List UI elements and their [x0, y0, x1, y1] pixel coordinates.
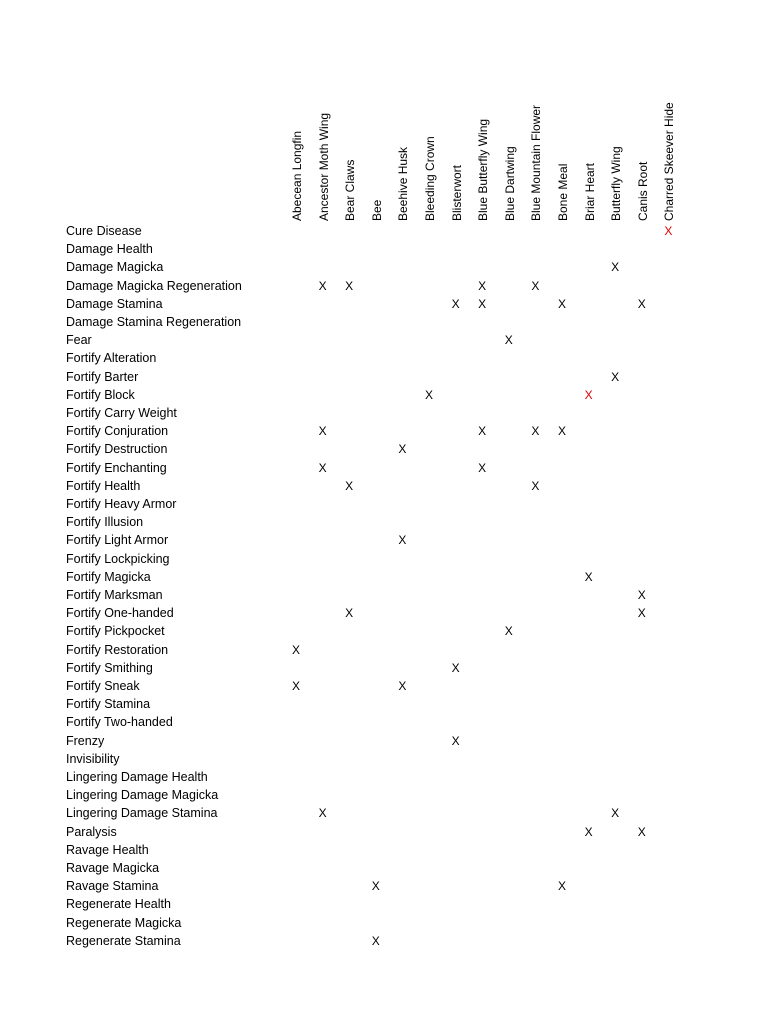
column-header: Ancestor Moth Wing	[316, 112, 331, 221]
row-label: Lingering Damage Stamina	[66, 806, 218, 821]
row-label: Fortify Health	[66, 478, 141, 493]
row-label: Regenerate Stamina	[66, 933, 181, 948]
row-label: Fortify Conjuration	[66, 424, 169, 439]
row-label: Fortify Lockpicking	[66, 551, 170, 566]
row-label: Fortify Restoration	[66, 642, 169, 657]
column-header: Charred Skeever Hide	[662, 102, 677, 221]
row-label: Paralysis	[66, 824, 117, 839]
row-label: Regenerate Magicka	[66, 915, 182, 930]
x-mark: X	[398, 442, 407, 457]
row-label: Damage Health	[66, 242, 153, 257]
x-mark: X	[504, 624, 513, 639]
row-label: Regenerate Health	[66, 897, 171, 912]
x-mark: X	[611, 806, 620, 821]
x-mark: X	[531, 424, 540, 439]
x-mark: X	[345, 606, 354, 621]
column-header: Canis Root	[635, 161, 650, 221]
row-label: Fortify Two-handed	[66, 715, 173, 730]
x-mark: X	[371, 879, 380, 894]
x-mark: X	[371, 933, 380, 948]
row-label: Fortify Sneak	[66, 679, 140, 693]
x-mark: X	[478, 424, 487, 439]
row-label: Damage Magicka Regeneration	[66, 278, 242, 293]
row-label: Lingering Damage Health	[66, 770, 208, 784]
x-mark: X	[611, 369, 620, 384]
row-label: Fortify One-handed	[66, 606, 174, 621]
x-mark: X	[318, 460, 327, 475]
row-label: Fortify Marksman	[66, 588, 163, 602]
row-label: Fortify Pickpocket	[66, 624, 165, 639]
x-mark: X	[318, 806, 327, 821]
row-label: Invisibility	[66, 751, 120, 766]
column-header: Bleeding Crown	[423, 136, 437, 221]
x-mark: X	[345, 278, 354, 293]
row-label: Ravage Stamina	[66, 879, 159, 894]
column-header: Briar Heart	[582, 162, 597, 221]
row-label: Ravage Magicka	[66, 861, 160, 875]
x-mark: X	[478, 460, 487, 475]
x-mark: X	[531, 278, 540, 293]
x-mark: X	[345, 478, 354, 493]
x-mark: X	[398, 679, 407, 693]
x-mark: X	[318, 278, 327, 293]
x-mark: X	[424, 387, 433, 402]
x-mark: X	[557, 879, 566, 894]
x-mark: X	[557, 424, 566, 439]
row-label: Frenzy	[66, 733, 105, 748]
row-label: Damage Magicka	[66, 260, 164, 275]
row-label: Damage Stamina Regeneration	[66, 315, 242, 329]
row-label: Lingering Damage Magicka	[66, 788, 219, 803]
x-mark: X	[611, 260, 620, 275]
row-label: Fortify Block	[66, 387, 135, 402]
x-mark: X	[504, 333, 513, 348]
x-mark: X	[478, 296, 487, 311]
row-label: Fortify Carry Weight	[66, 406, 177, 420]
x-mark: X	[398, 533, 407, 548]
x-mark: X	[451, 733, 460, 748]
column-header: Blue Mountain Flower	[529, 104, 544, 221]
column-header: Blue Butterfly Wing	[476, 118, 491, 221]
row-label: Fear	[66, 333, 92, 348]
x-mark: X	[557, 296, 566, 311]
x-mark: X	[584, 824, 593, 839]
column-header: Bee	[369, 199, 384, 221]
row-label: Fortify Illusion	[66, 515, 144, 530]
x-mark: X	[478, 278, 487, 293]
x-mark: X	[318, 424, 327, 439]
row-label: Fortify Heavy Armor	[66, 497, 177, 511]
row-label: Cure Disease	[66, 224, 142, 238]
x-mark: X	[637, 824, 646, 839]
row-label: Fortify Barter	[66, 369, 139, 384]
column-header: Blisterwort	[449, 164, 464, 221]
x-mark: X	[637, 606, 646, 621]
row-label: Fortify Smithing	[66, 660, 153, 675]
x-mark: X	[291, 679, 300, 693]
column-header: Beehive Husk	[396, 146, 411, 221]
x-mark: X	[451, 296, 460, 311]
x-mark: X	[637, 588, 646, 602]
row-label: Damage Stamina	[66, 296, 163, 311]
row-label: Fortify Light Armor	[66, 533, 169, 548]
row-label: Ravage Health	[66, 842, 149, 857]
x-mark: X	[291, 642, 300, 657]
row-label: Fortify Alteration	[66, 351, 157, 366]
x-mark: X	[451, 660, 460, 675]
x-mark: X	[584, 569, 593, 584]
row-label: Fortify Enchanting	[66, 460, 167, 475]
x-mark: X	[637, 296, 646, 311]
highlighted-x-mark: X	[584, 387, 593, 402]
x-mark: X	[531, 478, 540, 493]
highlighted-x-mark: X	[664, 224, 673, 238]
column-header: Bear Claws	[343, 159, 358, 221]
column-header: Abecean Longfin	[290, 130, 304, 221]
column-header: Bone Meal	[556, 163, 570, 221]
column-header: Blue Dartwing	[502, 146, 517, 221]
column-header: Butterfly Wing	[609, 146, 624, 221]
row-label: Fortify Destruction	[66, 442, 168, 457]
row-label: Fortify Magicka	[66, 569, 151, 584]
row-label: Fortify Stamina	[66, 697, 151, 712]
